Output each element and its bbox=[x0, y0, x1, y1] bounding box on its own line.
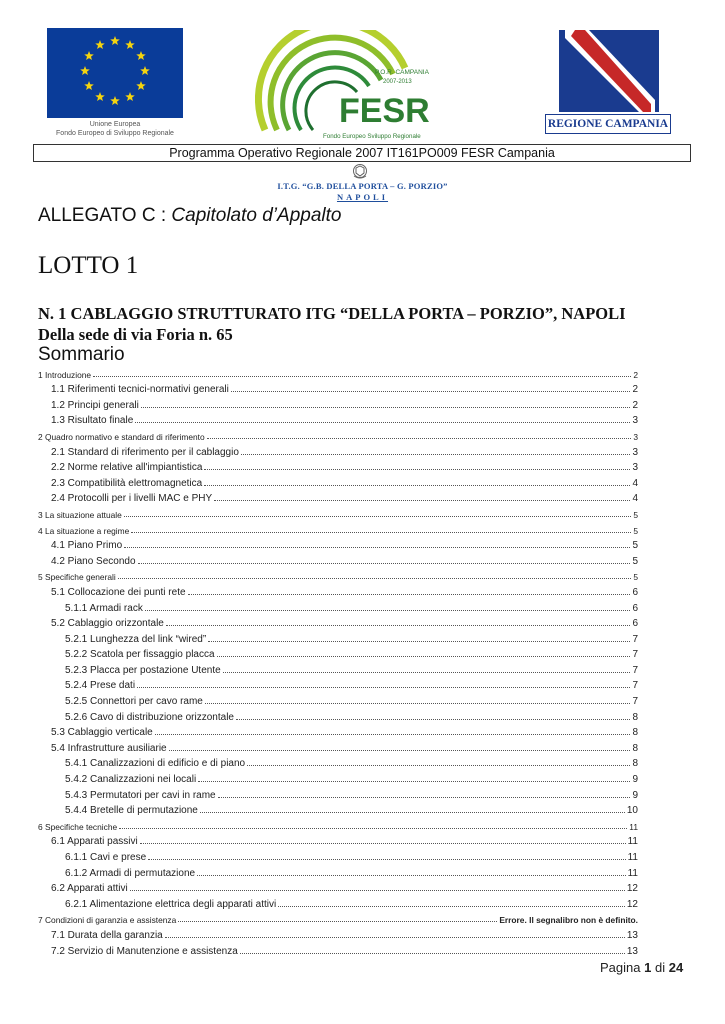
toc-leader-dots bbox=[93, 376, 631, 377]
toc-entry-page: 7 bbox=[632, 664, 638, 676]
eu-star-icon bbox=[140, 66, 150, 75]
toc-entry-page: 2 bbox=[632, 384, 638, 396]
toc-leader-dots bbox=[188, 594, 631, 595]
toc-leader-dots bbox=[200, 812, 625, 813]
toc-entry-page: 5 bbox=[633, 509, 638, 520]
toc-leader-dots bbox=[204, 485, 630, 486]
toc-entry[interactable] bbox=[38, 551, 638, 567]
toc-entry-page: 3 bbox=[633, 431, 638, 442]
eu-stars-icon bbox=[47, 28, 183, 118]
toc-entry[interactable] bbox=[38, 894, 638, 910]
crest-icon bbox=[352, 163, 368, 180]
toc-entry[interactable] bbox=[38, 660, 638, 676]
toc-leader-dots bbox=[214, 500, 630, 501]
toc-entry-page: 2 bbox=[633, 369, 638, 380]
toc-entry-page: 12 bbox=[626, 898, 638, 910]
toc-entry-page: 3 bbox=[632, 462, 638, 474]
toc-entry-page: 11 bbox=[627, 852, 638, 863]
toc-entry-title: 2 Quadro normativo e standard di riferimento bbox=[38, 431, 205, 442]
toc-leader-dots bbox=[198, 781, 630, 782]
toc-entry-page: 11 bbox=[627, 867, 638, 879]
footer-total-pages: 24 bbox=[668, 960, 684, 975]
toc-entry-title: 1 Introduzione bbox=[38, 369, 92, 380]
lotto-title: LOTTO 1 bbox=[38, 252, 139, 279]
toc-entry[interactable] bbox=[38, 738, 638, 754]
toc-entry-title: 5.1 Collocazione dei punti rete bbox=[51, 586, 186, 598]
toc-leader-dots bbox=[130, 890, 625, 891]
toc-entry-title: 4 La situazione a regime bbox=[38, 525, 130, 536]
toc-leader-dots bbox=[140, 843, 626, 844]
eu-star-icon bbox=[95, 40, 105, 49]
toc-entry-title: 6.2 Apparati attivi bbox=[51, 883, 128, 895]
eu-star-icon bbox=[125, 92, 135, 101]
toc-entry[interactable] bbox=[38, 380, 638, 396]
toc-entry-title: 7 Condizioni di garanzia e assistenza bbox=[38, 915, 177, 926]
toc-entry-title: 2.3 Compatibilità elettromagnetica bbox=[51, 477, 203, 489]
toc-entry[interactable] bbox=[38, 473, 638, 489]
eu-logo bbox=[47, 28, 183, 140]
eu-star-icon bbox=[136, 51, 146, 60]
toc-entry[interactable] bbox=[38, 582, 638, 598]
toc-heading: Sommario bbox=[38, 344, 125, 365]
footer-pagina: Pagina bbox=[600, 960, 641, 975]
toc-leader-dots bbox=[205, 703, 631, 704]
toc-entry[interactable] bbox=[38, 723, 638, 739]
toc-entry[interactable] bbox=[38, 801, 638, 817]
lot-title: N. 1 CABLAGGIO STRUTTURATO ITG “DELLA PORTA – PORZIO”, NAPOLI bbox=[38, 304, 626, 323]
region-shield-icon bbox=[559, 30, 659, 112]
toc-entry-page: 7 bbox=[632, 680, 638, 692]
toc-entry-title: 7.1 Durata della garanzia bbox=[51, 929, 163, 941]
toc-entry[interactable] bbox=[38, 707, 638, 723]
toc-entry[interactable] bbox=[38, 691, 638, 707]
fesr-caption-text: Fondo Europeo Sviluppo Regionale bbox=[323, 133, 421, 140]
toc-entry-title: 5.1.1 Armadi rack bbox=[65, 602, 143, 614]
toc-entry-title: 5.4.3 Permutatori per cavi in rame bbox=[65, 789, 216, 801]
toc-entry-title: 1.2 Principi generali bbox=[51, 399, 139, 411]
toc-leader-dots bbox=[135, 422, 630, 423]
toc-leader-dots bbox=[155, 734, 631, 735]
toc-entry[interactable] bbox=[38, 910, 638, 926]
toc-leader-dots bbox=[207, 438, 632, 439]
toc-entry[interactable] bbox=[38, 442, 638, 458]
toc-leader-dots bbox=[247, 765, 630, 766]
toc-entry-title: 5.3 Cablaggio verticale bbox=[51, 727, 153, 739]
toc-entry[interactable] bbox=[38, 754, 638, 770]
toc-entry-page: 11 bbox=[627, 836, 638, 848]
toc-entry-title: 5.4.1 Canalizzazioni di edificio e di piano bbox=[65, 758, 246, 770]
eu-star-icon bbox=[84, 51, 94, 60]
toc-leader-dots bbox=[119, 828, 627, 829]
toc-leader-dots bbox=[218, 797, 631, 798]
school-name: I.T.G. “G.B. DELLA PORTA – G. PORZIO” bbox=[277, 181, 448, 191]
eu-star-icon bbox=[95, 92, 105, 101]
table-of-contents bbox=[38, 364, 638, 957]
toc-entry-title: 1.1 Riferimenti tecnici-normativi generali bbox=[51, 384, 229, 396]
toc-leader-dots bbox=[223, 672, 631, 673]
toc-entry-page: 5 bbox=[632, 540, 638, 552]
region-name: REGIONE CAMPANIA bbox=[545, 114, 671, 134]
toc-entry-title: 4.1 Piano Primo bbox=[51, 540, 123, 552]
eu-star-icon bbox=[125, 40, 135, 49]
toc-leader-dots bbox=[137, 687, 630, 688]
toc-leader-dots bbox=[138, 563, 631, 564]
toc-entry-page: 10 bbox=[626, 805, 638, 817]
toc-entry-title: 5.4 Infrastrutture ausiliarie bbox=[51, 742, 167, 754]
toc-entry[interactable] bbox=[38, 925, 638, 941]
eu-caption-line2: Fondo Europeo di Sviluppo Regionale bbox=[56, 130, 174, 137]
toc-entry[interactable] bbox=[38, 411, 638, 427]
lot-subtitle: Della sede di via Foria n. 65 bbox=[38, 325, 233, 344]
toc-entry[interactable] bbox=[38, 769, 638, 785]
toc-entry[interactable] bbox=[38, 504, 638, 520]
toc-entry-page: 4 bbox=[632, 493, 638, 505]
toc-entry-title: 5 Specifiche generali bbox=[38, 572, 116, 583]
toc-entry-page: 11 bbox=[629, 821, 638, 832]
toc-entry-page: 8 bbox=[632, 727, 638, 739]
toc-leader-dots bbox=[169, 750, 631, 751]
toc-entry-title: 2.1 Standard di riferimento per il cablaggio bbox=[51, 446, 239, 458]
eu-star-icon bbox=[110, 96, 120, 105]
toc-entry-title: 5.2.5 Connettori per cavo rame bbox=[65, 696, 203, 708]
toc-entry-page: 8 bbox=[632, 711, 638, 723]
toc-entry-page: 6 bbox=[632, 618, 638, 630]
toc-entry[interactable] bbox=[38, 395, 638, 411]
toc-entry-page: 7 bbox=[632, 696, 638, 708]
eu-star-icon bbox=[136, 81, 146, 90]
toc-leader-dots bbox=[208, 641, 630, 642]
toc-leader-dots bbox=[231, 391, 631, 392]
toc-entry[interactable] bbox=[38, 614, 638, 630]
toc-entry-page: Errore. Il segnalibro non è definito. bbox=[499, 915, 638, 926]
toc-entry-page: 5 bbox=[633, 525, 638, 536]
toc-entry[interactable] bbox=[38, 816, 638, 832]
eu-star-icon bbox=[110, 36, 120, 45]
toc-entry-page: 13 bbox=[626, 929, 638, 941]
toc-entry-page: 9 bbox=[632, 789, 638, 801]
toc-entry-page: 2 bbox=[632, 399, 638, 411]
toc-entry-title: 5.2.2 Scatola per fissaggio placca bbox=[65, 649, 215, 661]
page-footer bbox=[600, 960, 683, 975]
toc-entry-page: 3 bbox=[632, 415, 638, 427]
fesr-logo bbox=[255, 30, 435, 142]
toc-entry-page: 3 bbox=[632, 446, 638, 458]
fesr-word-text: FESR bbox=[339, 92, 430, 130]
toc-entry-title: 6.1.1 Cavi e prese bbox=[65, 852, 147, 863]
fesr-arcs-icon bbox=[255, 30, 435, 142]
toc-leader-dots bbox=[204, 469, 630, 470]
toc-entry-title: 2.4 Protocolli per i livelli MAC e PHY bbox=[51, 493, 213, 505]
allegato-sub: Capitolato d’Appalto bbox=[171, 205, 342, 226]
toc-entry-title: 5.2.3 Placca per postazione Utente bbox=[65, 664, 221, 676]
toc-entry[interactable] bbox=[38, 629, 638, 645]
toc-leader-dots bbox=[178, 921, 497, 922]
toc-entry-title: 4.2 Piano Secondo bbox=[51, 555, 136, 567]
school-city: NAPOLI bbox=[336, 192, 389, 202]
toc-entry-page: 9 bbox=[632, 774, 638, 786]
toc-leader-dots bbox=[141, 407, 631, 408]
toc-leader-dots bbox=[197, 875, 626, 876]
toc-entry-title: 2.2 Norme relative all'impiantistica bbox=[51, 462, 203, 474]
toc-entry-page: 7 bbox=[632, 649, 638, 661]
toc-entry-title: 5.2.4 Prese dati bbox=[65, 680, 136, 692]
allegato-title bbox=[38, 205, 341, 227]
toc-entry[interactable] bbox=[38, 364, 638, 380]
fesr-por-text: P.O.R. CAMPANIA bbox=[375, 69, 429, 76]
toc-leader-dots bbox=[217, 656, 631, 657]
toc-entry[interactable] bbox=[38, 785, 638, 801]
toc-entry[interactable] bbox=[38, 536, 638, 552]
toc-entry-title: 6.1 Apparati passivi bbox=[51, 836, 138, 848]
toc-entry[interactable] bbox=[38, 567, 638, 583]
toc-entry[interactable] bbox=[38, 645, 638, 661]
toc-entry[interactable] bbox=[38, 598, 638, 614]
fesr-years-text: 2007-2013 bbox=[383, 79, 412, 85]
toc-entry-title: 5.2.1 Lunghezza del link “wired” bbox=[65, 633, 207, 645]
toc-entry[interactable] bbox=[38, 879, 638, 895]
toc-leader-dots bbox=[118, 578, 632, 579]
toc-entry-title: 6 Specifiche tecniche bbox=[38, 821, 118, 832]
toc-entry-title: 6.1.2 Armadi di permutazione bbox=[65, 867, 196, 879]
toc-leader-dots bbox=[165, 937, 625, 938]
toc-entry-page: 4 bbox=[632, 477, 638, 489]
toc-entry[interactable] bbox=[38, 426, 638, 442]
toc-entry-page: 12 bbox=[626, 883, 638, 895]
toc-leader-dots bbox=[240, 953, 625, 954]
toc-leader-dots bbox=[131, 532, 631, 533]
toc-entry-page: 13 bbox=[626, 945, 638, 957]
toc-entry[interactable] bbox=[38, 676, 638, 692]
allegato-main: ALLEGATO C : bbox=[38, 205, 172, 226]
eu-star-icon bbox=[84, 81, 94, 90]
footer-di: di bbox=[654, 960, 666, 975]
toc-entry-title: 5.4.2 Canalizzazioni nei locali bbox=[65, 774, 197, 786]
eu-caption-line1: Unione Europea bbox=[89, 121, 141, 128]
toc-entry-title: 5.2.6 Cavo di distribuzione orizzontale bbox=[65, 711, 234, 723]
toc-entry-page: 6 bbox=[632, 586, 638, 598]
toc-entry[interactable] bbox=[38, 489, 638, 505]
toc-leader-dots bbox=[124, 516, 632, 517]
toc-entry-title: 5.4.4 Bretelle di permutazione bbox=[65, 805, 198, 817]
footer-current-page: 1 bbox=[644, 960, 652, 975]
toc-entry-page: 7 bbox=[632, 633, 638, 645]
toc-entry[interactable] bbox=[38, 458, 638, 474]
toc-entry-page: 8 bbox=[632, 758, 638, 770]
toc-entry-title: 6.2.1 Alimentazione elettrica degli apparati attivi bbox=[65, 898, 277, 910]
toc-leader-dots bbox=[166, 625, 631, 626]
toc-leader-dots bbox=[278, 906, 625, 907]
toc-leader-dots bbox=[241, 454, 631, 455]
toc-entry[interactable] bbox=[38, 863, 638, 879]
toc-entry[interactable] bbox=[38, 941, 638, 957]
toc-entry-page: 5 bbox=[632, 555, 638, 567]
toc-entry[interactable] bbox=[38, 832, 638, 848]
toc-entry[interactable] bbox=[38, 520, 638, 536]
program-title: Programma Operativo Regionale 2007 IT161PO009 FESR Campania bbox=[33, 144, 691, 162]
eu-flag bbox=[47, 28, 183, 118]
toc-leader-dots bbox=[236, 719, 630, 720]
toc-entry[interactable] bbox=[38, 847, 638, 863]
toc-entry-title: 1.3 Risultato finale bbox=[51, 415, 134, 427]
toc-entry-title: 7.2 Servizio di Manutenzione e assistenza bbox=[51, 945, 238, 957]
region-logo bbox=[545, 30, 671, 142]
toc-entry-title: 5.2 Cablaggio orizzontale bbox=[51, 618, 164, 630]
toc-entry-page: 5 bbox=[633, 572, 638, 583]
toc-entry-page: 6 bbox=[632, 602, 638, 614]
toc-leader-dots bbox=[148, 859, 625, 860]
eu-star-icon bbox=[80, 66, 90, 75]
toc-entry-page: 8 bbox=[632, 742, 638, 754]
toc-entry-title: 3 La situazione attuale bbox=[38, 509, 122, 520]
toc-leader-dots bbox=[145, 610, 631, 611]
toc-leader-dots bbox=[124, 547, 630, 548]
